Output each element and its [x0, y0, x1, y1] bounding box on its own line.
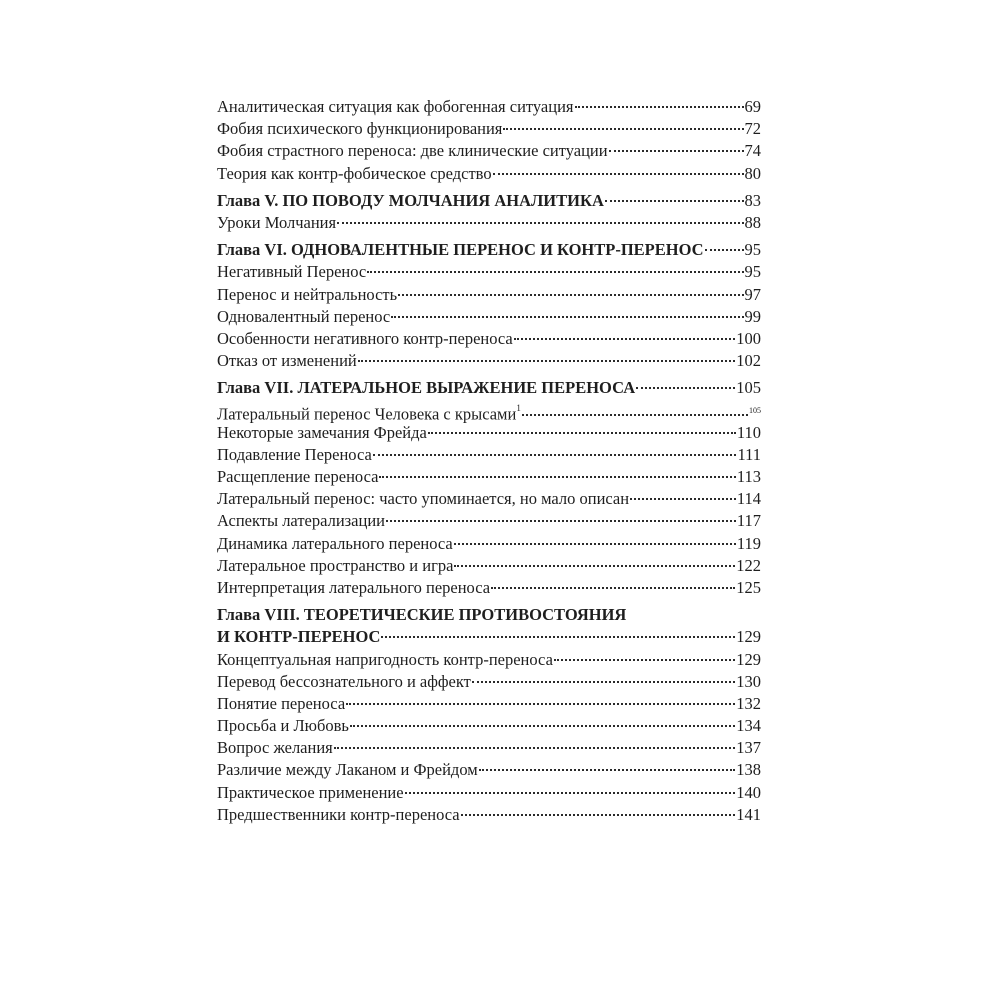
- chapter-section: [217, 604, 761, 826]
- dot-leader: [334, 747, 735, 749]
- dot-leader: [454, 543, 736, 545]
- chapter-title: Глава VII. ЛАТЕРАЛЬНОЕ ВЫРАЖЕНИЕ ПЕРЕНОСА: [217, 378, 636, 398]
- dot-leader: [337, 222, 743, 224]
- chapter-title-line-1: Глава VIII. ТЕОРЕТИЧЕСКИЕ ПРОТИВОСТОЯНИЯ: [217, 605, 627, 625]
- toc-entry-title: Уроки Молчания: [217, 212, 337, 232]
- toc-entry: [217, 350, 761, 372]
- toc-entry-title: Подавление Переноса: [217, 444, 372, 464]
- toc-entry-page: 74: [744, 141, 761, 161]
- toc-entry: [217, 577, 761, 599]
- toc-entry: [217, 759, 761, 781]
- toc-entry-title: Некоторые замечания Фрейда: [217, 422, 427, 442]
- chapter-page: 83: [744, 190, 761, 210]
- dot-leader: [636, 387, 735, 389]
- toc-entry: [217, 118, 761, 140]
- dot-leader: [609, 150, 744, 152]
- toc-entry-title: Просьба и Любовь: [217, 716, 349, 736]
- chapter-section: [217, 239, 761, 372]
- toc-entry: [217, 737, 761, 759]
- toc-entry-page: 97: [744, 284, 761, 304]
- dot-leader: [346, 703, 735, 705]
- dot-leader: [428, 432, 736, 434]
- toc-entry-page: 88: [744, 212, 761, 232]
- toc-entry-title: Фобия психического функционирования: [217, 119, 503, 139]
- toc-entry-page: 111: [737, 444, 761, 464]
- toc-entry-page: 72: [744, 119, 761, 139]
- toc-entry-page: 95: [744, 262, 761, 282]
- toc-entry: [217, 466, 761, 488]
- dot-leader: [381, 636, 735, 638]
- dot-leader: [391, 316, 743, 318]
- dot-leader: [491, 587, 735, 589]
- dot-leader: [358, 360, 735, 362]
- toc-entry-page: 122: [736, 555, 761, 575]
- chapter-title: Глава VI. ОДНОВАЛЕНТНЫЕ ПЕРЕНОС И КОНТР-ПЕРЕНОС: [217, 240, 704, 260]
- toc-entry-page: 102: [736, 351, 761, 371]
- dot-leader: [514, 338, 736, 340]
- chapter-title-line-2: И КОНТР-ПЕРЕНОС: [217, 627, 381, 647]
- toc-entry: [217, 163, 761, 185]
- toc-entry-title: Перенос и нейтральность: [217, 284, 398, 304]
- toc-entry: [217, 693, 761, 715]
- dot-leader: [405, 792, 736, 794]
- toc-entry-title: Расщепление переноса: [217, 467, 379, 486]
- dot-leader: [575, 106, 744, 108]
- toc-entry-page: 132: [736, 693, 761, 713]
- chapter-title: Глава V. ПО ПОВОДУ МОЛЧАНИЯ АНАЛИТИКА: [217, 190, 604, 210]
- toc-entry-title: Одновалентный перенос: [217, 306, 391, 326]
- chapter-page: 129: [736, 627, 761, 647]
- toc-entry: [217, 328, 761, 350]
- chapter-page: 105: [736, 378, 761, 398]
- toc-entry-page: 141: [736, 804, 761, 824]
- toc-entry: [217, 96, 761, 118]
- toc-entry: [217, 444, 761, 466]
- toc-entry-title: Особенности негативного контр-переноса: [217, 328, 513, 348]
- dot-leader: [472, 681, 735, 683]
- dot-leader: [367, 271, 743, 273]
- toc-entry-page: 130: [736, 671, 761, 691]
- dot-leader: [605, 200, 744, 202]
- toc-entry: [217, 140, 761, 162]
- toc-entry-title: Практическое применение: [217, 782, 404, 802]
- toc-entry-page: 69: [744, 97, 761, 116]
- toc-entry-page: 99: [744, 306, 761, 326]
- toc-entry-title: Динамика латерального переноса: [217, 533, 453, 553]
- toc-entry-title: Вопрос желания: [217, 738, 333, 758]
- dot-leader: [373, 454, 737, 456]
- toc-entry-title: Концептуальная напригодность контр-переноса: [217, 649, 553, 669]
- toc-entry: [217, 261, 761, 283]
- toc-entry-title: Латеральный перенос: часто упоминается, но мало описан: [217, 489, 630, 509]
- toc-entry-title: Негативный Перенос: [217, 262, 367, 282]
- toc-entry-page: 119: [736, 533, 761, 553]
- toc-entry: [217, 284, 761, 306]
- toc-entry-page: 134: [736, 716, 761, 736]
- dot-leader: [350, 725, 735, 727]
- toc-entry: [217, 782, 761, 804]
- toc-entry-page: 80: [744, 163, 761, 183]
- toc-entry-title: Предшественники контр-переноса: [217, 804, 460, 824]
- toc-entry: [217, 804, 761, 826]
- toc-entry-page: 138: [736, 760, 761, 780]
- dot-leader: [461, 814, 736, 816]
- dot-leader: [386, 520, 736, 522]
- toc-entry: [217, 555, 761, 577]
- toc-entry: [217, 649, 761, 671]
- toc-entry: [217, 715, 761, 737]
- toc-entry-page: 137: [736, 738, 761, 758]
- toc-entry-title: Аспекты латерализации: [217, 511, 385, 531]
- toc-entry: [217, 306, 761, 328]
- toc-entry: [217, 671, 761, 693]
- toc-entry-title: Фобия страстного переноса: две клинические ситуации: [217, 141, 608, 161]
- chapter-page: 95: [744, 240, 761, 260]
- dot-leader: [379, 476, 735, 478]
- footnote-marker: 1: [516, 403, 521, 414]
- toc-entry-title: Перевод бессознательного и аффект: [217, 671, 471, 691]
- toc-chapter-heading: [217, 239, 761, 261]
- toc-entry-page: 100: [736, 328, 761, 348]
- toc-entry: [217, 533, 761, 555]
- dot-leader: [522, 414, 748, 416]
- toc-entry-page: 113: [736, 467, 761, 486]
- toc-entry: [217, 488, 761, 510]
- toc-entry-title: Аналитическая ситуация как фобогенная ситуация: [217, 97, 574, 116]
- toc-chapter-heading: [217, 626, 761, 648]
- toc-entry-page: 140: [736, 782, 761, 802]
- toc-entry: [217, 399, 761, 424]
- dot-leader: [454, 565, 735, 567]
- toc-chapter-heading: [217, 190, 761, 212]
- dot-leader: [630, 498, 736, 500]
- dot-leader: [705, 249, 744, 251]
- toc-entry-title-text: Латеральный перенос Человека с крысами: [217, 404, 517, 424]
- dot-leader: [479, 769, 736, 771]
- toc-entry: [217, 510, 761, 532]
- toc-entry-title: Интерпретация латерального переноса: [217, 577, 491, 597]
- toc-entry-title: Понятие переноса: [217, 693, 346, 713]
- toc-entry-page: 117: [736, 511, 761, 531]
- toc-entry-page: 125: [736, 577, 761, 597]
- dot-leader: [493, 173, 744, 175]
- toc-entry-title: Теория как контр-фобическое средство: [217, 163, 492, 183]
- chapter-section: [217, 377, 761, 599]
- toc-entry-page: 105: [749, 405, 761, 415]
- toc-entry-title: Латеральное пространство и игра: [217, 555, 454, 575]
- chapter-section: [217, 190, 761, 234]
- dot-leader: [398, 294, 743, 296]
- toc-entry-title: Отказ от изменений: [217, 351, 357, 371]
- toc-entry-page: 114: [736, 489, 761, 509]
- toc-entry: [217, 212, 761, 234]
- toc-entry-page: 129: [736, 649, 761, 669]
- table-of-contents: [217, 96, 761, 826]
- dot-leader: [503, 128, 743, 130]
- toc-chapter-heading: [217, 377, 761, 399]
- toc-entry-title: Различие между Лаканом и Фрейдом: [217, 760, 478, 780]
- toc-entry-page: 110: [736, 422, 761, 442]
- dot-leader: [554, 659, 735, 661]
